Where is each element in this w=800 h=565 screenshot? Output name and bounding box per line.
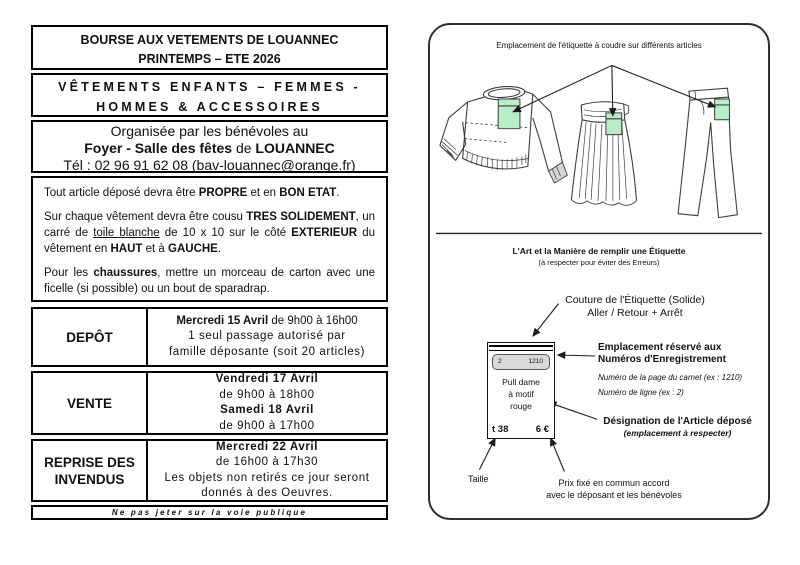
category-line2: HOMMES & ACCESSOIRES xyxy=(96,100,323,114)
article-description xyxy=(488,376,554,412)
article-desc-line3: rouge xyxy=(510,401,532,411)
rule2-text5: et à xyxy=(142,243,169,255)
registration-example-page: Numéro de la page du carnet (ex : 1210) xyxy=(598,373,743,382)
stitch-bar-1 xyxy=(489,345,553,347)
registration-note xyxy=(598,342,742,397)
category-box xyxy=(31,73,388,117)
organizer-box xyxy=(31,120,388,173)
schedule-row-depot xyxy=(31,307,388,367)
line-number: 2 xyxy=(498,358,502,365)
venue-name: Foyer - Salle des fêtes xyxy=(84,140,233,156)
rule2-gauche: GAUCHE xyxy=(168,243,218,255)
reprise-label-line2: INVENDUS xyxy=(54,471,125,487)
rule2-text4: du vêtement en xyxy=(44,227,375,255)
footer-notice: Ne pas jeter sur la voie publique xyxy=(111,508,308,517)
reprise-hours: de 16h00 à 17h30 xyxy=(215,456,319,468)
reprise-label-line1: REPRISE DES xyxy=(44,454,135,470)
skirt-illustration xyxy=(571,102,636,206)
reprise-label xyxy=(33,441,148,500)
registration-example-line: Numéro de ligne (ex : 2) xyxy=(598,388,684,397)
arrow-to-trousers-label xyxy=(612,65,716,107)
rule-paragraph-2 xyxy=(44,209,375,257)
rule1-dot: . xyxy=(336,187,340,199)
designation-line2: (emplacement à respecter) xyxy=(623,428,732,438)
registration-strip xyxy=(492,354,550,370)
arrow-to-sweater-label xyxy=(513,65,612,111)
rule2-text: Sur chaque vêtement devra être cousu xyxy=(44,211,247,223)
label-instructions-page xyxy=(428,23,770,520)
depot-date: Mercredi 15 Avril xyxy=(176,314,269,327)
organizer-line1: Organisée par les bénévoles au xyxy=(110,123,309,139)
stitch-bar-2 xyxy=(489,350,553,351)
vente-date2: Samedi 18 Avril xyxy=(220,404,314,416)
rule1-propre: PROPRE xyxy=(198,187,248,199)
arrow-taille xyxy=(479,438,495,470)
page-title-line1: BOURSE AUX VETEMENTS DE LOUANNEC xyxy=(80,33,339,47)
vente-hours1: de 9h00 à 18h00 xyxy=(219,388,315,401)
depot-line3: famille déposante (soit 20 articles) xyxy=(168,345,366,358)
prix-line2: avec le déposant et les bénévoles xyxy=(546,490,682,500)
depot-hours: de 9h00 à 16h00 xyxy=(268,314,358,327)
title-box xyxy=(31,25,388,70)
reprise-note1: Les objets non retirés ce jour seront xyxy=(164,471,370,484)
category-line1: VÊTEMENTS ENFANTS – FEMMES - xyxy=(58,80,361,94)
couture-line1: Couture de l'Étiquette (Solide) xyxy=(565,294,705,306)
arrow-registration xyxy=(557,355,595,356)
taille-note: Taille xyxy=(468,474,489,484)
article-desc-line2: à motif xyxy=(508,389,534,399)
schedule-row-vente xyxy=(31,371,388,435)
venue-connector: de xyxy=(232,140,256,156)
vente-hours2: de 9h00 à 17h00 xyxy=(219,419,315,432)
rule1-text: Tout article déposé devra être xyxy=(44,187,199,199)
prix-line1: Prix fixé en commun accord xyxy=(558,478,670,488)
page-title-line2: PRINTEMPS – ETE 2026 xyxy=(138,52,281,66)
rule-paragraph-3 xyxy=(44,265,375,297)
rule3-chaussures: chaussures xyxy=(93,267,158,279)
prix-note xyxy=(525,477,703,501)
art-title: L'Art et la Manière de remplir une Étiquette xyxy=(512,246,686,256)
depot-content xyxy=(148,309,386,365)
organizer-line2 xyxy=(33,140,386,157)
rule1-text2: et en xyxy=(247,187,280,199)
rule3-text2: , mettre un morceau de carton avec une ficelle (si possible) ou un bout de sparadrap. xyxy=(44,267,375,295)
vente-label-text: VENTE xyxy=(66,395,112,411)
rule2-solidement: TRES SOLIDEMENT xyxy=(246,211,356,223)
sweater-illustration xyxy=(440,85,567,183)
arrow-prix xyxy=(551,438,565,472)
depot-line2: 1 seul passage autorisé par xyxy=(188,330,346,343)
rule2-toile-blanche: toile blanche xyxy=(93,227,160,239)
town-name: LOUANNEC xyxy=(255,140,335,156)
designation-line1: Désignation de l'Article déposé xyxy=(603,416,752,427)
trousers-illustration xyxy=(678,88,737,217)
rule2-exterieur: EXTERIEUR xyxy=(291,227,358,239)
art-subtitle: (à respecter pour éviter des Erreurs) xyxy=(538,258,660,267)
couture-line2: Aller / Retour + Arrêt xyxy=(587,307,683,319)
couture-note xyxy=(505,294,765,320)
registration-line1: Emplacement réservé aux xyxy=(598,342,722,353)
depot-label xyxy=(33,309,148,365)
reprise-content xyxy=(148,441,386,500)
rule-paragraph-1 xyxy=(44,185,375,201)
page-number: 1210 xyxy=(528,358,543,365)
arrow-to-skirt-label xyxy=(612,65,613,115)
rule1-bonetat: BON ETAT xyxy=(279,187,337,199)
depot-line1 xyxy=(148,314,386,330)
rule2-dot: . xyxy=(217,243,222,255)
vente-date1: Vendredi 17 Avril xyxy=(215,373,319,385)
rule2-text2: , un carré de xyxy=(44,211,375,239)
reprise-date: Mercredi 22 Avril xyxy=(215,440,319,453)
article-desc-line1: Pull dame xyxy=(502,377,540,387)
placement-caption: Emplacement de l'étiquette à coudre sur différents articles xyxy=(496,41,702,50)
vente-content xyxy=(148,373,386,433)
footer-box xyxy=(31,505,388,520)
depot-label-text: DEPÔT xyxy=(66,329,113,345)
rule2-text3: de 10 x 10 sur le côté xyxy=(159,227,292,239)
phone-email-line: Tél : 02 96 91 62 08 (bav-louannec@orange.fr) xyxy=(63,157,356,173)
schedule-row-reprise xyxy=(31,439,388,502)
designation-note xyxy=(585,416,770,438)
rule3-text: Pour les xyxy=(44,267,94,279)
reprise-note2: donnés à des Oeuvres. xyxy=(201,487,333,499)
etiquette-sample xyxy=(487,342,555,439)
size-value: t 38 xyxy=(492,424,509,435)
rules-box xyxy=(31,176,388,302)
illustration-layer xyxy=(430,25,768,518)
registration-line2: Numéros d'Enregistrement xyxy=(598,354,726,365)
vente-label xyxy=(33,373,148,433)
price-value: 6 € xyxy=(535,424,549,435)
rule2-haut: HAUT xyxy=(110,243,143,255)
